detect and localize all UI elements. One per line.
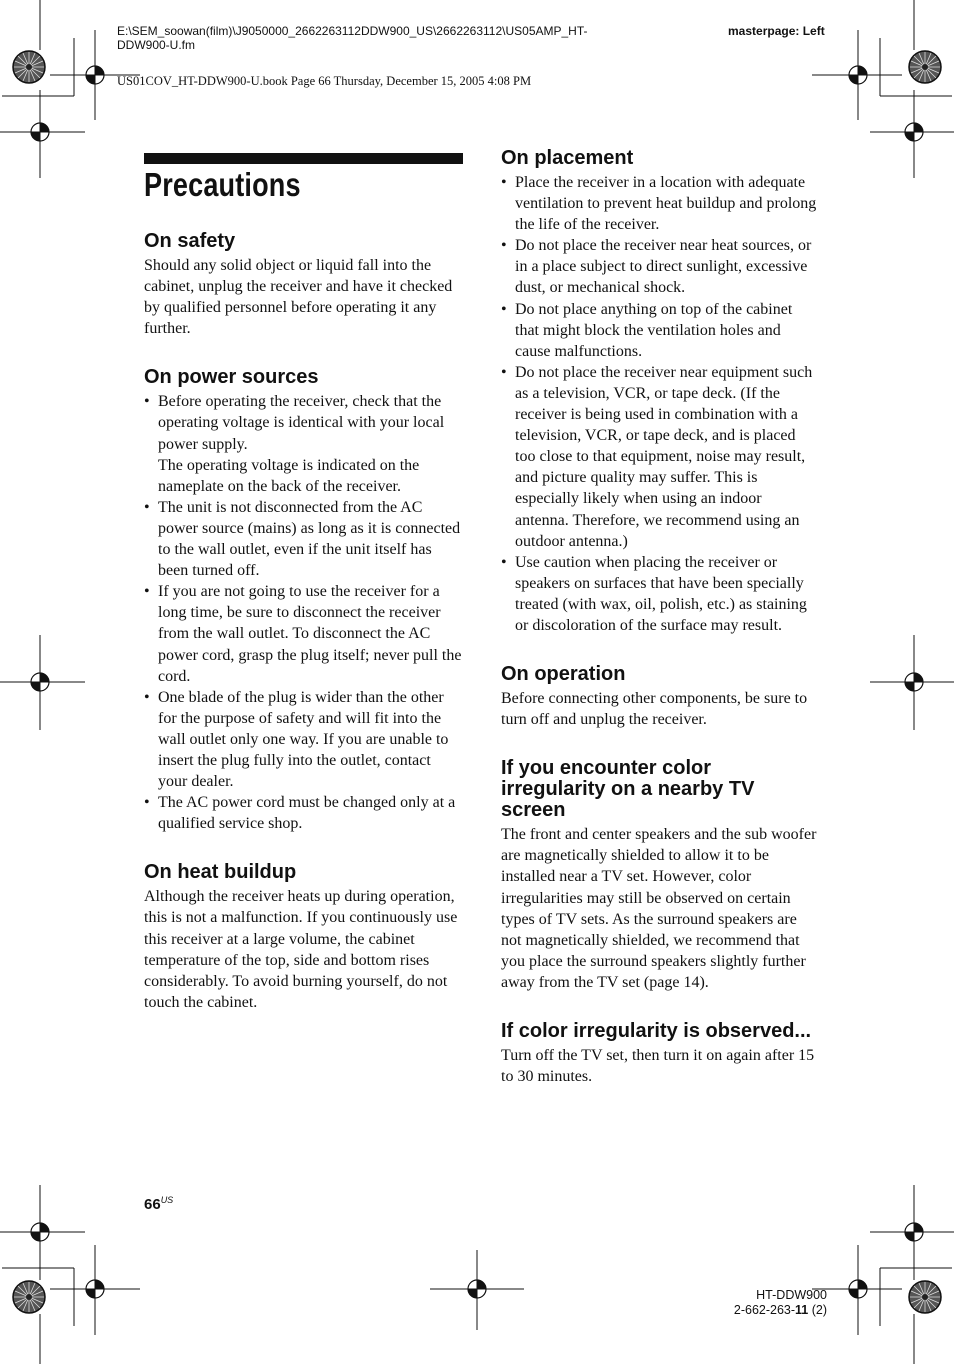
bullet-icon: • xyxy=(501,363,507,381)
section-heading: On power sources xyxy=(144,366,319,389)
crop-lines xyxy=(2,0,952,1364)
color-target-icon xyxy=(909,1281,941,1313)
list-item: • If you are not going to use the receiver for a long time, be sure to disconnect the receiver from the wall outlet. To disconnect the AC power cord, grasp the plug itself; never pull the cord. xyxy=(144,583,462,685)
page-title: Precautions xyxy=(144,166,301,203)
color-target-icon xyxy=(909,51,941,83)
page-number: $66^{US}$ xyxy=(144,1195,174,1213)
page-number-suffix: US xyxy=(160,1195,174,1205)
list-item: • Before operating the receiver, check that the operating voltage is identical with your local power supply. The operating voltage is indicated on the nameplate on the back of the receiver. xyxy=(144,393,445,495)
header-file-path-line1: E:\SEM_soowan(film)\J9050000_2662263112DDW900_US\2662263112\US05AMP_HT- xyxy=(117,24,588,38)
bullet-icon: • xyxy=(501,300,507,318)
section-body: Before connecting other components, be sure to turn off and unplug the receiver. xyxy=(501,690,808,729)
section-heading: On heat buildup xyxy=(144,861,297,884)
list-item: • Place the receiver in a location with adequate ventilation to prevent heat buildup and prolong the life of the receiver. xyxy=(501,174,817,234)
section-heading: On placement xyxy=(501,147,634,169)
header-masterpage: masterpage: Left xyxy=(728,24,825,38)
list-item: • One blade of the plug is wider than the other for the purpose of safety and will fit into the wall outlet only one way. If you are unable to insert the plug fully into the outlet, contact your dealer. xyxy=(144,688,449,791)
color-target-icon xyxy=(13,1281,45,1313)
color-target-icon xyxy=(13,51,45,83)
section-heading: If you encounter color irregularity on a nearby TV screen xyxy=(501,757,755,822)
section-heading: If color irregularity is observed... xyxy=(501,1020,812,1042)
bullet-icon: • xyxy=(144,583,150,601)
bullet-icon: • xyxy=(501,237,507,255)
section-heading: On safety xyxy=(144,230,236,252)
section-body: Turn off the TV set, then turn it on again after 15 to 30 minutes. xyxy=(501,1047,815,1086)
section-body: The front and center speakers and the sub woofer are magnetically shielded to allow it to be installed near a TV set. However, color irregularities may still be observed on certain types of TV sets. As the surround speakers are not magnetically shielded, we recommend that you place the surround speakers slightly further away from the TV set (page 14). xyxy=(501,826,817,991)
header-file-path-line2: DDW900-U.fm xyxy=(117,38,196,52)
bullet-icon: • xyxy=(144,393,150,411)
section-body: Although the receiver heats up during operation, this is not a malfunction. If you continuously use this receiver at a large volume, the cabinet temperature of the top, side and bottom rises considerably. To avoid burning yourself, do not touch the cabinet. xyxy=(144,888,458,1011)
header-book-info: US01COV_HT-DDW900-U.book Page 66 Thursday, December 15, 2005 4:08 PM xyxy=(117,74,532,88)
list-item: • Do not place anything on top of the cabinet that might block the ventilation holes and cause malfunctions. xyxy=(501,300,793,360)
model-name: HT-DDW900 xyxy=(756,1288,827,1302)
bullet-icon: • xyxy=(144,688,150,706)
list-item: • Do not place the receiver near heat sources, or in a place subject to direct sunlight, excessive dust, or mechanical shock. xyxy=(501,237,812,297)
list-item: • Use caution when placing the receiver or speakers on surfaces that have been specially treated (with wax, oil, polish, etc.) as staining or discoloration of the surface may result. xyxy=(501,553,807,634)
bullet-icon: • xyxy=(144,794,150,812)
list-item-note: The operating voltage is indicated on the nameplate on the back of the receiver. xyxy=(158,456,420,495)
list-item: • The AC power cord must be changed only at a qualified service shop. xyxy=(144,794,456,833)
section-body: Should any solid object or liquid fall into the cabinet, unplug the receiver and have it checked by qualified personnel before operating it any further. xyxy=(144,257,453,338)
bullet-icon: • xyxy=(501,174,507,191)
list-item: • Do not place the receiver near equipment such as a television, VCR, or tape deck. (If the receiver is being used in combination with a television, VCR, or tape deck, and is placed too close to that equipment, noise may result, and picture quality may suffer. This is especially likely when using an indoor antenna. Therefore, we recommend using an outdoor antenna.) xyxy=(501,363,813,550)
section-heading: On operation xyxy=(501,663,626,686)
list-item: • The unit is not disconnected from the AC power source (mains) as long as it is connected to the wall outlet, even if the unit itself has been turned off. xyxy=(144,498,461,580)
bullet-icon: • xyxy=(501,553,507,571)
bullet-icon: • xyxy=(144,498,150,516)
part-number: 2-662-263-11 (2) xyxy=(733,1303,827,1317)
